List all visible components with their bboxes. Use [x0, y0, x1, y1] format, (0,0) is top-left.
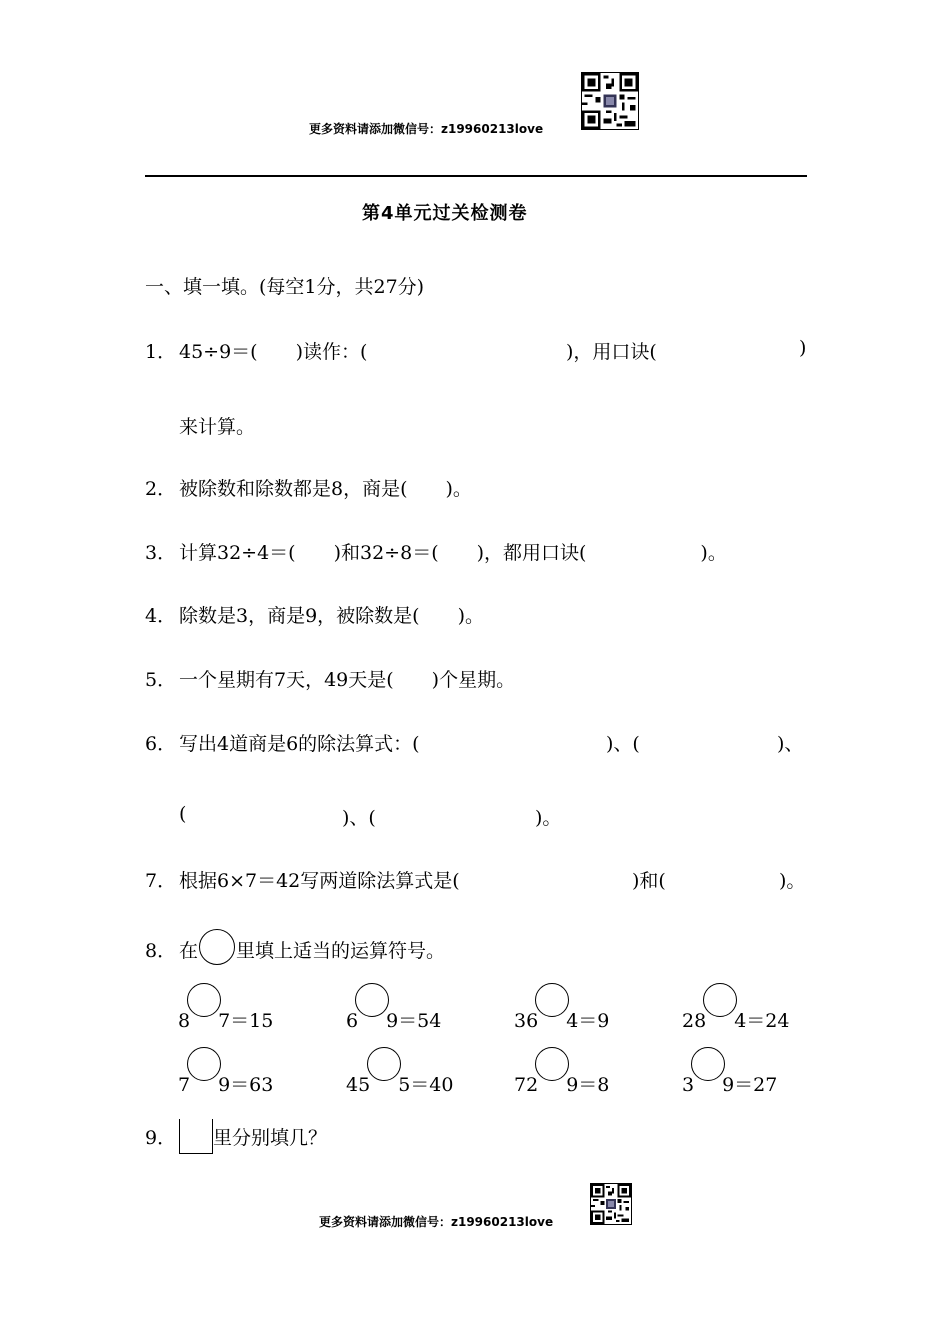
equation-right: 9＝54	[386, 1010, 442, 1032]
question-number: 6．	[145, 733, 177, 755]
qr-code-icon	[581, 72, 639, 130]
question-number: 3．	[145, 542, 177, 564]
answer-circle[interactable]	[355, 983, 389, 1017]
question-text: 根据6×7＝42写两道除法算式是(	[179, 870, 460, 892]
question-text: 写出4道商是6的除法算式：(	[179, 733, 420, 755]
equation-left: 6	[346, 1010, 359, 1032]
question-text-post: 里填上适当的运算符号。	[236, 940, 446, 962]
equation-right: 9＝8	[566, 1074, 610, 1096]
equation-right: 9＝27	[722, 1074, 778, 1096]
question-1	[145, 337, 367, 364]
question-text-pre: 在	[179, 940, 199, 962]
question-number: 2．	[145, 478, 177, 500]
equation-item	[514, 1055, 609, 1097]
equation-right: 4＝24	[734, 1010, 790, 1032]
question-text: 里分别填几？	[213, 1127, 328, 1149]
question-text: 计算32÷4＝( )和32÷8＝( )，都用口诀( )。	[179, 542, 727, 564]
answer-circle[interactable]	[535, 983, 569, 1017]
equation-item	[178, 991, 273, 1033]
answer-circle[interactable]	[199, 929, 235, 965]
equation-item	[178, 1055, 273, 1097]
answer-circle[interactable]	[187, 983, 221, 1017]
equation-right: 7＝15	[218, 1010, 274, 1032]
answer-circle[interactable]	[535, 1047, 569, 1081]
equation-left: 3	[682, 1074, 695, 1096]
question-6-part-c: )、	[777, 733, 804, 755]
question-1-part-b: )，用口诀(	[566, 341, 657, 363]
qr-code-icon	[590, 1183, 632, 1225]
question-7	[145, 866, 460, 893]
answer-box[interactable]	[179, 1119, 213, 1154]
answer-circle[interactable]	[703, 983, 737, 1017]
answer-circle[interactable]	[367, 1047, 401, 1081]
question-4	[145, 601, 484, 628]
question-2	[145, 474, 472, 501]
section-heading: 一、填一填。(每空1分，共27分)	[145, 276, 425, 298]
question-number: 5．	[145, 669, 177, 691]
answer-circle[interactable]	[691, 1047, 725, 1081]
equation-item	[682, 1055, 777, 1097]
footer-contact-text: 更多资料请添加微信号：z19960213love	[319, 1215, 554, 1229]
equation-right: 4＝9	[566, 1010, 610, 1032]
equation-item	[682, 991, 789, 1033]
question-number: 4．	[145, 605, 177, 627]
equation-left: 28	[682, 1010, 707, 1032]
question-6-line2-a: (	[179, 803, 187, 825]
equation-item	[346, 991, 441, 1033]
equation-left: 7	[178, 1074, 191, 1096]
question-text: 被除数和除数都是8，商是( )。	[179, 478, 472, 500]
equation-right: 5＝40	[398, 1074, 454, 1096]
question-1-part-c: )	[799, 337, 807, 359]
equation-right: 9＝63	[218, 1074, 274, 1096]
question-6-line2-c: )。	[535, 807, 562, 829]
question-3	[145, 538, 727, 565]
equation-left: 8	[178, 1010, 191, 1032]
question-number: 8．	[145, 940, 177, 962]
question-number: 9．	[145, 1127, 177, 1149]
question-text: 45÷9＝( )读作：(	[179, 341, 368, 363]
question-8	[145, 929, 445, 965]
question-9	[145, 1119, 327, 1154]
equation-item	[346, 1055, 453, 1097]
question-7-part-b: )和(	[632, 870, 666, 892]
equation-left: 36	[514, 1010, 539, 1032]
question-number: 7．	[145, 870, 177, 892]
question-number: 1．	[145, 341, 177, 363]
question-1-continued: 来计算。	[179, 416, 256, 438]
question-6	[145, 729, 420, 756]
question-6-part-b: )、(	[606, 733, 640, 755]
header-rule	[145, 175, 807, 177]
header-contact-text: 更多资料请添加微信号：z19960213love	[309, 122, 544, 136]
page-title: 第4单元过关检测卷	[362, 203, 528, 224]
question-text: 一个星期有7天，49天是( )个星期。	[179, 669, 516, 691]
equation-left: 45	[346, 1074, 371, 1096]
equation-left: 72	[514, 1074, 539, 1096]
question-text: 除数是3，商是9，被除数是( )。	[179, 605, 485, 627]
answer-circle[interactable]	[187, 1047, 221, 1081]
equation-item	[514, 991, 609, 1033]
question-7-part-c: )。	[779, 870, 806, 892]
question-6-line2-b: )、(	[342, 807, 376, 829]
question-5	[145, 665, 515, 692]
